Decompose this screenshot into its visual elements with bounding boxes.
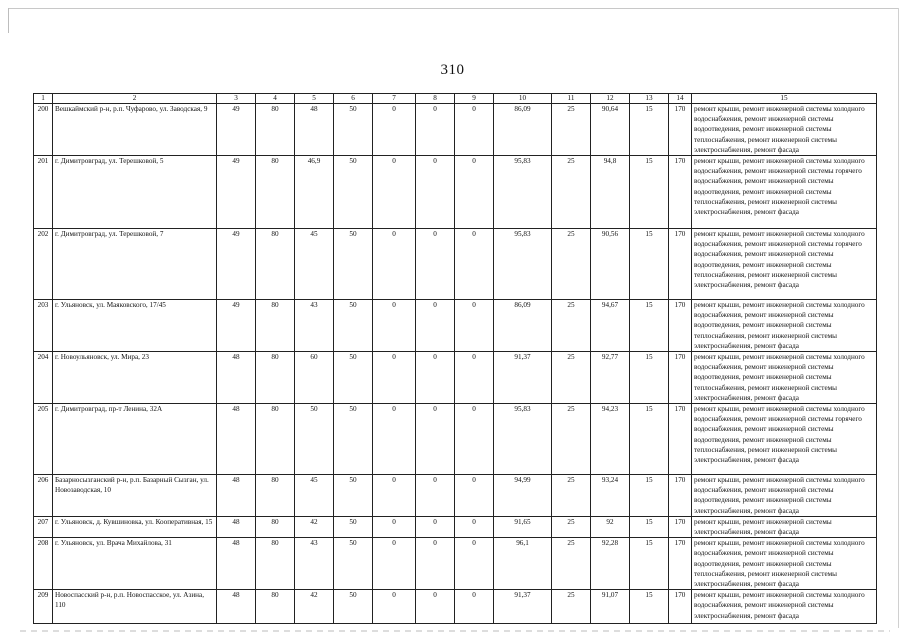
value-cell-3: 48 — [217, 352, 256, 404]
value-cell-14: 170 — [669, 516, 692, 537]
value-cell-9: 0 — [455, 475, 494, 517]
value-cell-7: 0 — [373, 404, 416, 475]
works-cell: ремонт крыши, ремонт инженерной системы холодного водоснабжения, ремонт инженерной системы водоотведения, ремонт инженерной системы теплоснабжения, ремонт инженерной системы электроснабжения, ремонт фасада — [692, 104, 877, 156]
value-cell-3: 49 — [217, 300, 256, 352]
scan-edge-left — [8, 8, 9, 33]
table-row — [34, 590, 877, 624]
value-cell-3: 49 — [217, 156, 256, 229]
value-cell-6: 50 — [334, 229, 373, 300]
value-cell-14: 170 — [669, 300, 692, 352]
value-cell-6: 50 — [334, 300, 373, 352]
value-cell-10: 95,83 — [494, 229, 552, 300]
value-cell-11: 25 — [552, 538, 591, 590]
column-header-15: 15 — [692, 94, 877, 104]
value-cell-9: 0 — [455, 404, 494, 475]
value-cell-13: 15 — [630, 352, 669, 404]
address-cell: г. Ульяновск, ул. Врача Михайлова, 31 — [53, 538, 217, 590]
header-row — [34, 94, 877, 104]
value-cell-9: 0 — [455, 300, 494, 352]
value-cell-11: 25 — [552, 590, 591, 624]
value-cell-12: 94,67 — [591, 300, 630, 352]
value-cell-12: 94,23 — [591, 404, 630, 475]
address-cell: Новоспасский р-н, р.п. Новоспасское, ул. Азина, 110 — [53, 590, 217, 624]
address-cell: г. Ульяновск, д. Кувшиновка, ул. Кооперативная, 15 — [53, 516, 217, 537]
column-header-12: 12 — [591, 94, 630, 104]
value-cell-8: 0 — [416, 156, 455, 229]
value-cell-6: 50 — [334, 404, 373, 475]
value-cell-3: 48 — [217, 516, 256, 537]
value-cell-5: 43 — [295, 538, 334, 590]
row-number: 206 — [34, 475, 53, 517]
works-cell: ремонт крыши, ремонт инженерной системы электроснабжения, ремонт фасада — [692, 516, 877, 537]
column-header-5: 5 — [295, 94, 334, 104]
column-header-1: 1 — [34, 94, 53, 104]
value-cell-3: 48 — [217, 538, 256, 590]
address-cell: г. Димитровград, ул. Терешковой, 7 — [53, 229, 217, 300]
column-header-11: 11 — [552, 94, 591, 104]
value-cell-5: 45 — [295, 475, 334, 517]
row-number: 204 — [34, 352, 53, 404]
value-cell-4: 80 — [256, 404, 295, 475]
value-cell-7: 0 — [373, 475, 416, 517]
address-cell: Базарносызганский р-н, р.п. Базарный Сызган, ул. Новозаводская, 10 — [53, 475, 217, 517]
value-cell-8: 0 — [416, 104, 455, 156]
address-cell: г. Димитровград, пр-т Ленина, 32А — [53, 404, 217, 475]
value-cell-7: 0 — [373, 516, 416, 537]
value-cell-9: 0 — [455, 352, 494, 404]
value-cell-8: 0 — [416, 229, 455, 300]
table-row — [34, 104, 877, 156]
column-header-7: 7 — [373, 94, 416, 104]
value-cell-13: 15 — [630, 300, 669, 352]
row-number: 208 — [34, 538, 53, 590]
value-cell-9: 0 — [455, 229, 494, 300]
value-cell-8: 0 — [416, 352, 455, 404]
column-header-4: 4 — [256, 94, 295, 104]
value-cell-4: 80 — [256, 538, 295, 590]
works-cell: ремонт крыши, ремонт инженерной системы холодного водоснабжения, ремонт инженерной системы горячего водоснабжения, ремонт инженерной системы водоотведения, ремонт инженерной системы теплоснабжения, ремонт инженерной системы электроснабжения, ремонт фасада — [692, 156, 877, 229]
value-cell-7: 0 — [373, 104, 416, 156]
value-cell-3: 48 — [217, 404, 256, 475]
value-cell-14: 170 — [669, 229, 692, 300]
row-number: 202 — [34, 229, 53, 300]
value-cell-5: 46,9 — [295, 156, 334, 229]
value-cell-5: 48 — [295, 104, 334, 156]
value-cell-7: 0 — [373, 229, 416, 300]
value-cell-13: 15 — [630, 229, 669, 300]
value-cell-14: 170 — [669, 404, 692, 475]
row-number: 209 — [34, 590, 53, 624]
value-cell-9: 0 — [455, 538, 494, 590]
table-row — [34, 229, 877, 300]
value-cell-6: 50 — [334, 538, 373, 590]
address-cell: Вешкаймский р-н, р.п. Чуфарово, ул. Заводская, 9 — [53, 104, 217, 156]
value-cell-5: 60 — [295, 352, 334, 404]
works-cell: ремонт крыши, ремонт инженерной системы холодного водоснабжения, ремонт инженерной системы водоотведения, ремонт инженерной системы теплоснабжения, ремонт инженерной системы электроснабжения, ремонт фасада — [692, 300, 877, 352]
value-cell-4: 80 — [256, 590, 295, 624]
value-cell-11: 25 — [552, 104, 591, 156]
table-row — [34, 156, 877, 229]
row-number: 200 — [34, 104, 53, 156]
value-cell-10: 94,99 — [494, 475, 552, 517]
value-cell-6: 50 — [334, 516, 373, 537]
value-cell-10: 91,37 — [494, 352, 552, 404]
value-cell-5: 42 — [295, 516, 334, 537]
value-cell-10: 95,83 — [494, 404, 552, 475]
value-cell-7: 0 — [373, 538, 416, 590]
value-cell-13: 15 — [630, 475, 669, 517]
table-row — [34, 300, 877, 352]
value-cell-13: 15 — [630, 516, 669, 537]
value-cell-8: 0 — [416, 404, 455, 475]
value-cell-4: 80 — [256, 475, 295, 517]
value-cell-11: 25 — [552, 300, 591, 352]
table-row — [34, 475, 877, 517]
value-cell-4: 80 — [256, 229, 295, 300]
value-cell-8: 0 — [416, 475, 455, 517]
housing-repair-table — [33, 93, 877, 624]
value-cell-5: 50 — [295, 404, 334, 475]
value-cell-4: 80 — [256, 352, 295, 404]
column-header-8: 8 — [416, 94, 455, 104]
value-cell-5: 43 — [295, 300, 334, 352]
value-cell-12: 92,77 — [591, 352, 630, 404]
value-cell-11: 25 — [552, 229, 591, 300]
column-header-10: 10 — [494, 94, 552, 104]
value-cell-6: 50 — [334, 590, 373, 624]
value-cell-4: 80 — [256, 104, 295, 156]
value-cell-9: 0 — [455, 516, 494, 537]
value-cell-8: 0 — [416, 538, 455, 590]
value-cell-10: 86,09 — [494, 300, 552, 352]
value-cell-14: 170 — [669, 590, 692, 624]
value-cell-7: 0 — [373, 156, 416, 229]
value-cell-11: 25 — [552, 475, 591, 517]
value-cell-11: 25 — [552, 404, 591, 475]
value-cell-12: 90,56 — [591, 229, 630, 300]
value-cell-9: 0 — [455, 156, 494, 229]
value-cell-14: 170 — [669, 352, 692, 404]
table-row — [34, 352, 877, 404]
address-cell: г. Димитровград, ул. Терешковой, 5 — [53, 156, 217, 229]
value-cell-6: 50 — [334, 156, 373, 229]
value-cell-5: 45 — [295, 229, 334, 300]
value-cell-13: 15 — [630, 156, 669, 229]
value-cell-5: 42 — [295, 590, 334, 624]
table-row — [34, 538, 877, 590]
works-cell: ремонт крыши, ремонт инженерной системы холодного водоснабжения, ремонт инженерной системы водоотведения, ремонт инженерной системы теплоснабжения, ремонт инженерной системы электроснабжения, ремонт фасада — [692, 538, 877, 590]
column-header-3: 3 — [217, 94, 256, 104]
value-cell-12: 90,64 — [591, 104, 630, 156]
value-cell-4: 80 — [256, 156, 295, 229]
column-header-9: 9 — [455, 94, 494, 104]
value-cell-10: 91,37 — [494, 590, 552, 624]
page-number: 310 — [440, 62, 465, 78]
table-row — [34, 404, 877, 475]
value-cell-12: 93,24 — [591, 475, 630, 517]
column-header-13: 13 — [630, 94, 669, 104]
scan-edge-right — [898, 8, 899, 628]
value-cell-4: 80 — [256, 300, 295, 352]
value-cell-10: 96,1 — [494, 538, 552, 590]
row-number: 207 — [34, 516, 53, 537]
value-cell-12: 92,28 — [591, 538, 630, 590]
value-cell-14: 170 — [669, 104, 692, 156]
works-cell: ремонт крыши, ремонт инженерной системы холодного водоснабжения, ремонт инженерной системы горячего водоснабжения, ремонт инженерной системы водоотведения, ремонт инженерной системы теплоснабжения, ремонт инженерной системы электроснабжения, ремонт фасада — [692, 404, 877, 475]
value-cell-12: 94,8 — [591, 156, 630, 229]
works-cell: ремонт крыши, ремонт инженерной системы холодного водоснабжения, ремонт инженерной системы водоотведения, ремонт инженерной системы теплоснабжения, ремонт инженерной системы электроснабжения, ремонт фасада — [692, 352, 877, 404]
value-cell-7: 0 — [373, 352, 416, 404]
value-cell-11: 25 — [552, 516, 591, 537]
value-cell-10: 95,83 — [494, 156, 552, 229]
row-number: 201 — [34, 156, 53, 229]
table-body — [34, 104, 877, 624]
works-cell: ремонт крыши, ремонт инженерной системы холодного водоснабжения, ремонт инженерной системы горячего водоснабжения, ремонт инженерной системы водоотведения, ремонт инженерной системы теплоснабжения, ремонт инженерной системы электроснабжения, ремонт фасада — [692, 229, 877, 300]
row-number: 203 — [34, 300, 53, 352]
value-cell-11: 25 — [552, 156, 591, 229]
value-cell-3: 49 — [217, 104, 256, 156]
address-cell: г. Новоульяновск, ул. Мира, 23 — [53, 352, 217, 404]
scan-edge-top — [8, 8, 898, 9]
value-cell-13: 15 — [630, 590, 669, 624]
value-cell-14: 170 — [669, 156, 692, 229]
column-header-2: 2 — [53, 94, 217, 104]
value-cell-14: 170 — [669, 475, 692, 517]
value-cell-3: 49 — [217, 229, 256, 300]
value-cell-6: 50 — [334, 104, 373, 156]
works-cell: ремонт крыши, ремонт инженерной системы холодного водоснабжения, ремонт инженерной системы электроснабжения, ремонт фасада — [692, 590, 877, 624]
value-cell-4: 80 — [256, 516, 295, 537]
value-cell-14: 170 — [669, 538, 692, 590]
column-header-14: 14 — [669, 94, 692, 104]
value-cell-12: 92 — [591, 516, 630, 537]
works-cell: ремонт крыши, ремонт инженерной системы холодного водоснабжения, ремонт инженерной системы водоотведения, ремонт инженерной системы электроснабжения, ремонт фасада — [692, 475, 877, 517]
address-cell: г. Ульяновск, ул. Маяковского, 17/45 — [53, 300, 217, 352]
value-cell-8: 0 — [416, 516, 455, 537]
value-cell-10: 86,09 — [494, 104, 552, 156]
value-cell-3: 48 — [217, 475, 256, 517]
value-cell-6: 50 — [334, 352, 373, 404]
table-row — [34, 516, 877, 537]
value-cell-3: 48 — [217, 590, 256, 624]
row-number: 205 — [34, 404, 53, 475]
value-cell-9: 0 — [455, 104, 494, 156]
value-cell-8: 0 — [416, 590, 455, 624]
scan-noise-bottom — [20, 630, 890, 632]
value-cell-7: 0 — [373, 590, 416, 624]
value-cell-13: 15 — [630, 404, 669, 475]
value-cell-7: 0 — [373, 300, 416, 352]
value-cell-13: 15 — [630, 538, 669, 590]
value-cell-10: 91,65 — [494, 516, 552, 537]
value-cell-12: 91,07 — [591, 590, 630, 624]
value-cell-9: 0 — [455, 590, 494, 624]
value-cell-6: 50 — [334, 475, 373, 517]
value-cell-8: 0 — [416, 300, 455, 352]
value-cell-13: 15 — [630, 104, 669, 156]
value-cell-11: 25 — [552, 352, 591, 404]
column-header-6: 6 — [334, 94, 373, 104]
